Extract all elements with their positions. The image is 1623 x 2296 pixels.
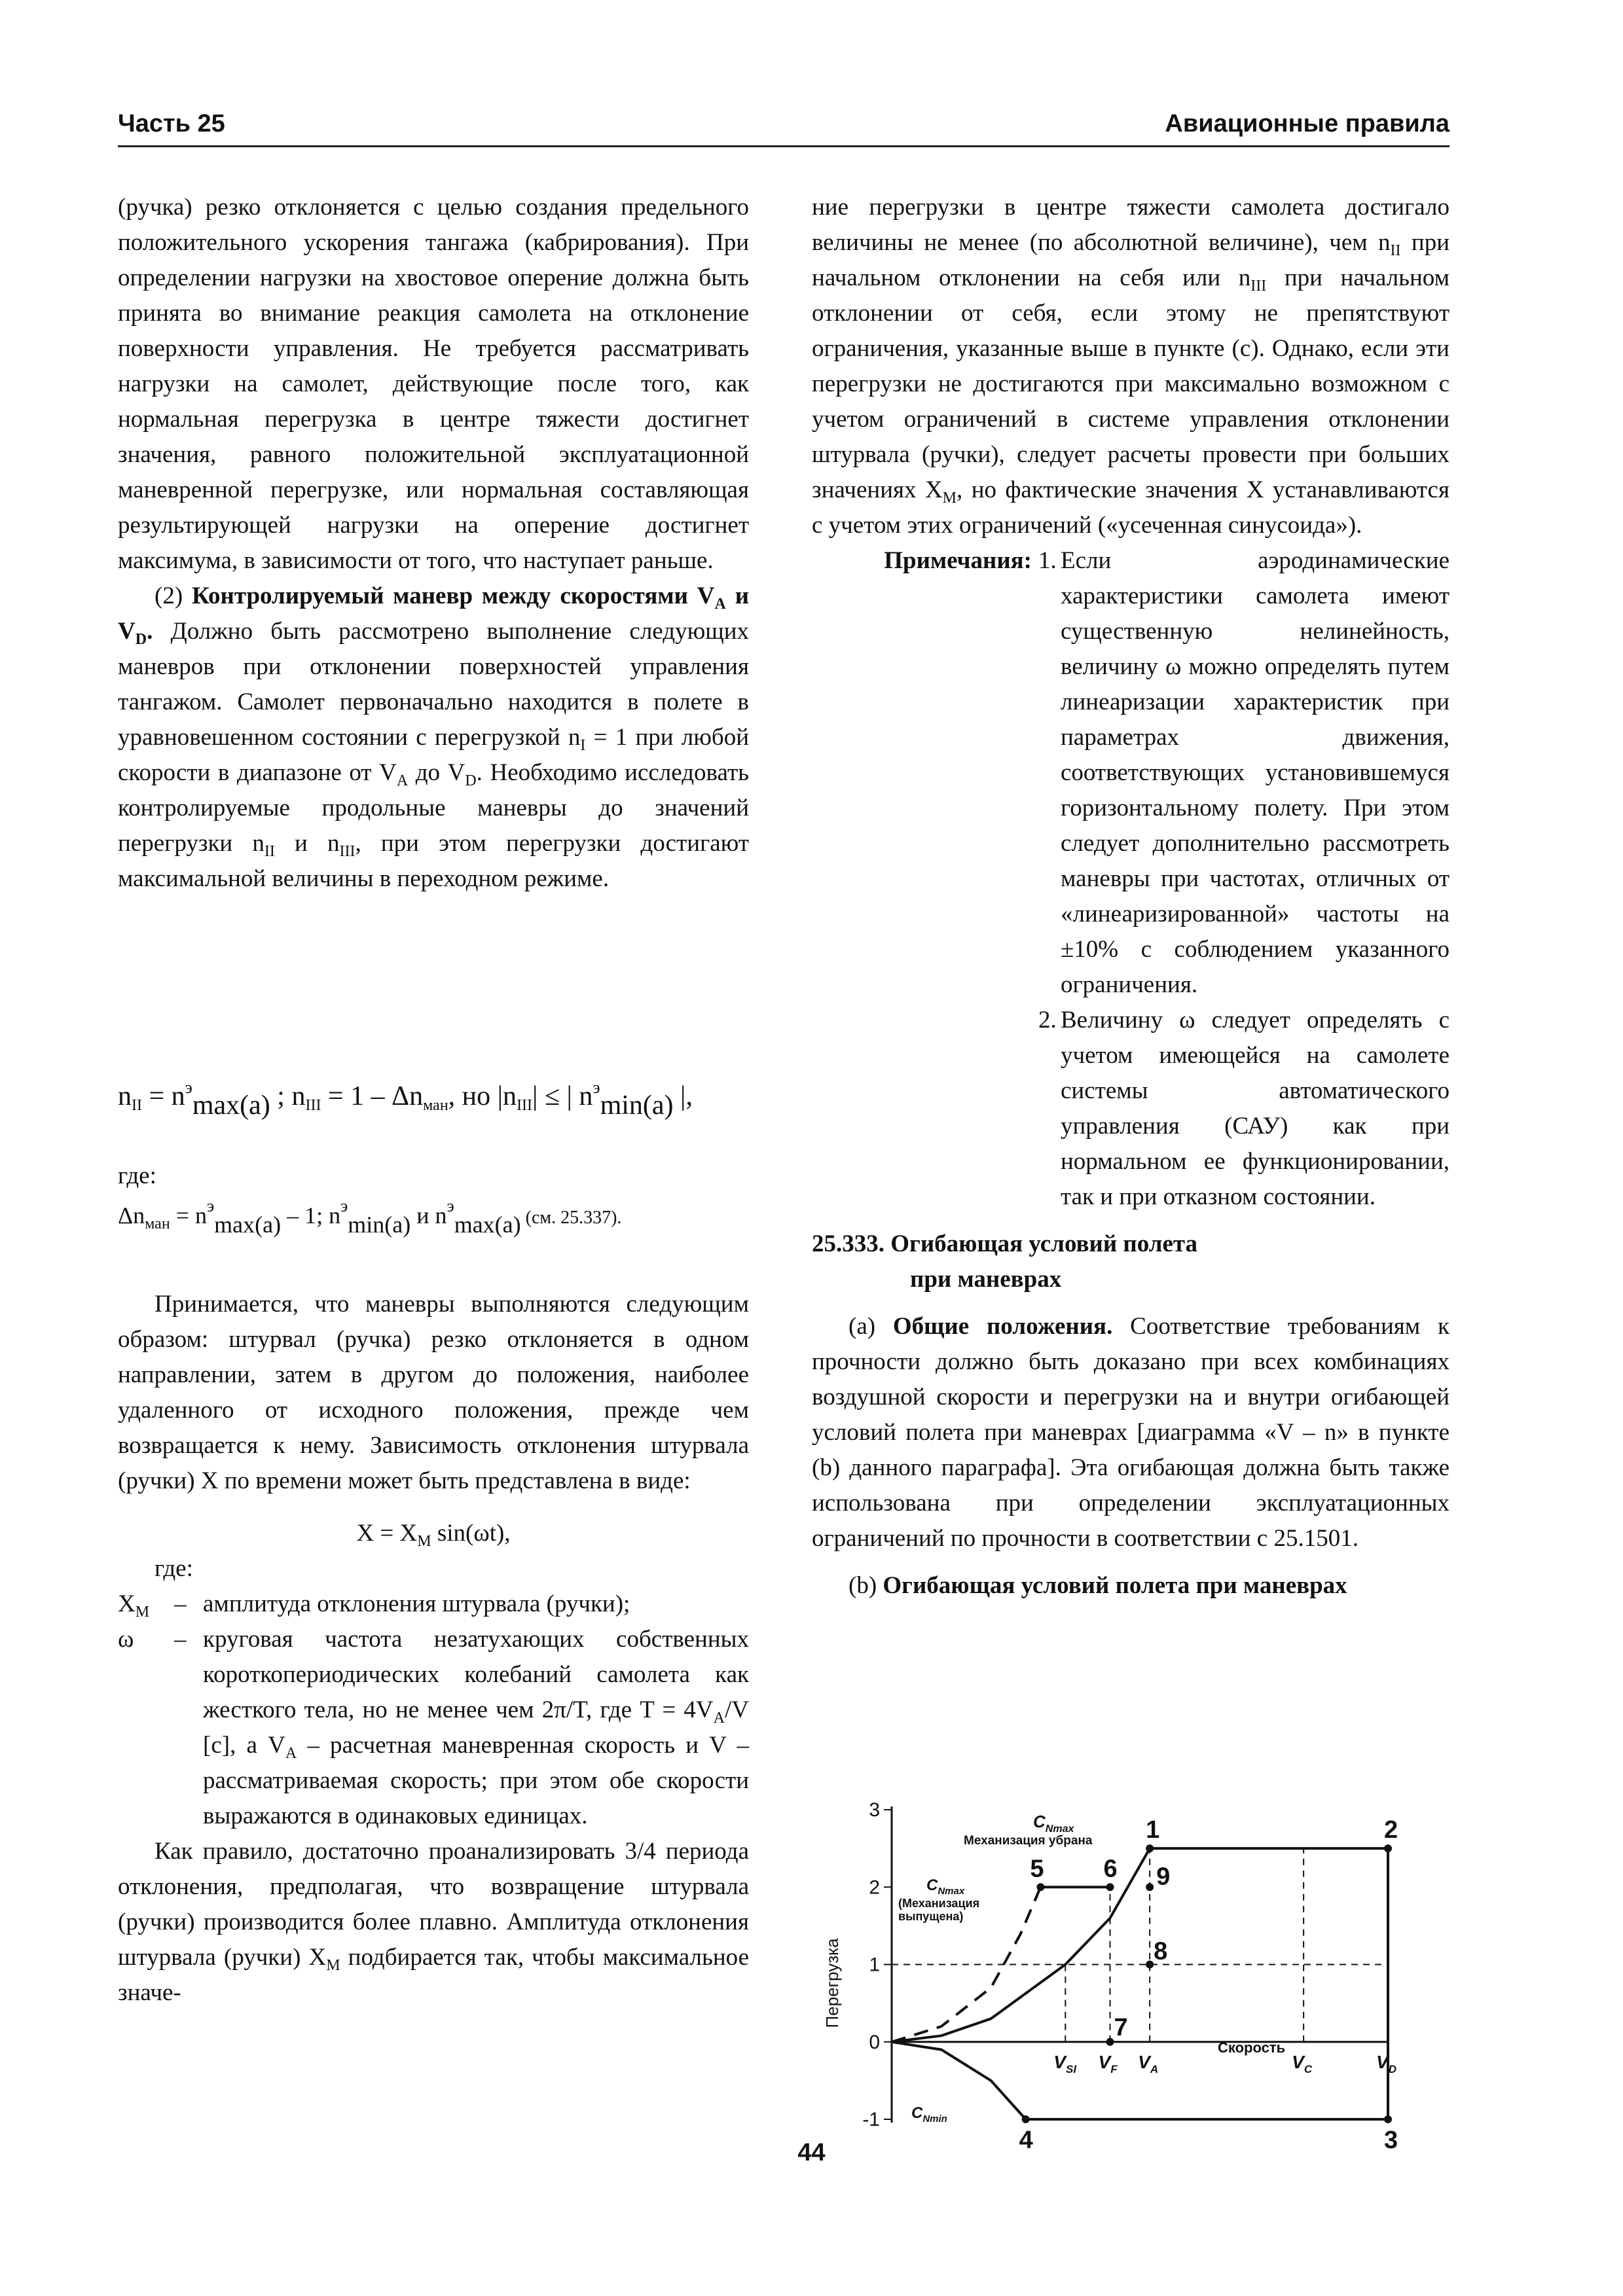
left-column-lower: [118, 1287, 749, 2011]
vn-diagram: [812, 1793, 1453, 2154]
paragraph-b: (b) Огибающая условий полета при маневрах: [848, 1572, 1347, 1599]
annotation-cnmin: $C_{Nmin}$: [911, 2104, 947, 2125]
running-header-right: Авиационные правила: [1165, 110, 1450, 137]
notes-label: Примечания:: [884, 547, 1032, 574]
paragraph-4: Как правило, достаточно проанализировать 3/4 периода отклонения, предполагая, что возвращение штурвала (ручки) производится более плавно. Амплитуда отклонения штурвала (ручки) $X_M$ подбирается так, чтобы максимальное значе-: [118, 1838, 749, 2006]
x-tick-label: $V_F$: [1098, 2051, 1118, 2075]
point-label-7: 7: [1114, 2013, 1128, 2041]
x-tick-label: $V_D$: [1376, 2051, 1396, 2075]
annotation-flaps-note1: (Механизация: [898, 1897, 980, 1910]
section-heading: 25.333. Огибающая условий полета при маневрах: [812, 1230, 1198, 1293]
x-tick-label: $V_A$: [1138, 2051, 1159, 2075]
annotation-clean-note: Механизация убрана: [964, 1834, 1093, 1848]
y-axis-label: Перегрузка: [822, 1938, 842, 2028]
point-8: [1146, 1961, 1154, 1969]
page-number: 44: [797, 2139, 826, 2166]
notes-block: [812, 543, 1450, 1215]
definition-list: [118, 1587, 749, 1834]
note-1: 1. Если аэродинамические характеристики самолета имеют существенную нелинейность, величину ω можно определять путем линеаризации характеристик при параметрах движения, соответствующих установившемуся горизонтальному полету. При этом следует дополнительно рассмотреть маневры при частотах, отличных от «линеаризированной» частоты на ±10% с соблюдением указанного ограничения.: [1038, 547, 1450, 998]
point-label-4: 4: [1019, 2126, 1033, 2154]
annotation-cnmax-flaps: $C_{Nmax}$: [926, 1876, 965, 1897]
formula-load-factors: $n_{II} = n^э\max(a)$ ; $n_{III} = 1 - \Delta n_{ман}$, но $|n_{III}|$ ≤ | $n^э\min(a)$ |,: [118, 1078, 693, 1121]
point-label-9: 9: [1156, 1863, 1171, 1891]
y-tick-label: 2: [869, 1876, 880, 1899]
formula-x: $X = X_M$ sin(ωt),: [356, 1520, 511, 1550]
annotation-flaps-note2: выпущена): [898, 1910, 964, 1923]
point-label-2: 2: [1384, 1816, 1398, 1844]
y-tick-label: 1: [869, 1954, 880, 1976]
point-1: [1146, 1844, 1154, 1852]
paragraph-3: Принимается, что маневры выполняются следующим образом: штурвал (ручка) резко отклоняется в одном направлении, затем в другом до положения, наиболее удаленного от исходного положения, прежде чем возвращается к нему. Зависимость отклонения штурвала (ручки) X по времени может быть представлена в виде:: [118, 1291, 749, 1494]
y-tick-label: 0: [869, 2031, 880, 2053]
annotation-speed: Скорость: [1218, 2039, 1286, 2056]
point-label-6: 6: [1103, 1855, 1118, 1883]
paragraph-2-heading: Контролируемый маневр между скоростями $V_A$ и $V_D$.: [118, 583, 750, 648]
note-2: 2. Величину ω следует определять с учетом имеющейся на самолете системы автоматического управления (САУ) как при нормальном ее функционировании, так и при отказном состоянии.: [1038, 1007, 1450, 1210]
left-column: [118, 190, 749, 897]
definition-omega: ω – круговая частота незатухающих собственных короткопериодических колебаний самолета как жесткого тела, но не менее чем 2π/T, где $T = 4V_A/V$ [c], а $V_A$ – расчетная маневренная скорость и V – рассматриваемая скорость; при этом обе скорости выражаются в одинаковых единицах.: [118, 1626, 749, 1829]
annotation-cnmax-clean: $C_{Nmax}$: [1033, 1812, 1074, 1835]
point-4: [1022, 2115, 1030, 2123]
point-6: [1106, 1883, 1114, 1891]
y-tick-label: 3: [869, 1799, 880, 1821]
point-label-3: 3: [1384, 2126, 1398, 2154]
point-label-8: 8: [1154, 1937, 1168, 1965]
paragraph-a: (a) Общие положения. Соответствие требованиям к прочности должно быть доказано при всех комбинациях воздушной скорости и перегрузки на и внутри огибающей условий полета при маневрах [диаграмма «V – n» в пункте (b) данного параграфа]. Эта огибающая должна быть также использована при определении эксплуатационных ограничений по прочности в соответствии с 25.1501.: [812, 1313, 1450, 1552]
point-label-1: 1: [1146, 1816, 1160, 1844]
definition-xm: $X_M$ – амплитуда отклонения штурвала (ручки);: [118, 1590, 630, 1621]
right-column: [812, 190, 1450, 1604]
x-tick-label: $V_{SI}$: [1053, 2051, 1077, 2075]
where-label-1: где:: [118, 1162, 156, 1189]
point-7: [1106, 2038, 1114, 2046]
y-tick-label: -1: [862, 2109, 880, 2130]
paragraph-5: ние перегрузки в центре тяжести самолета достигало величины не менее (по абсолютной величине), чем $n_{II}$ при начальном отклонении на себя или $n_{III}$ при начальном отклонении от себя, если этому не препятствуют ограничения, указанные выше в пункте (c). Однако, если эти перегрузки не достигаются при максимально возможном с учетом ограничений в системе управления отклонении штурвала (ручки), следует расчеты провести при больших значениях $X_M$, но фактические значения X устанавливаются с учетом этих ограничений («усеченная синусоида»).: [812, 194, 1450, 539]
x-tick-label: $V_C$: [1292, 2051, 1313, 2075]
series-line-2: [892, 1848, 1388, 2119]
where-label-2: где:: [155, 1555, 193, 1582]
point-3: [1384, 2115, 1392, 2123]
point-label-5: 5: [1030, 1855, 1044, 1883]
point-5: [1036, 1883, 1044, 1891]
running-header-left: Часть 25: [118, 110, 225, 137]
series-line-0: [892, 1848, 1388, 2042]
paragraph-1: (ручка) резко отклоняется с целью создания предельного положительного ускорения тангажа (кабрирования). При определении нагрузки на хвостовое оперение должна быть принята во внимание реакция самолета на отклонение поверхности управления. Не требуется рассматривать нагрузки на самолет, действующие после того, как нормальная перегрузка в центре тяжести достигнет значения, равного положительной эксплуатационной маневренной перегрузке, или нормальная составляющая результирующей нагрузки на оперение достигнет максимума, в зависимости от того, что наступает раньше.: [118, 194, 749, 574]
point-2: [1384, 1844, 1392, 1852]
point-9: [1146, 1883, 1154, 1891]
header-rule: [118, 145, 1450, 147]
paragraph-2: (2) Контролируемый маневр между скоростями $V_A$ и $V_D$. Должно быть рассмотрено выполнение следующих маневров при отклонении поверхностей управления тангажом. Самолет первоначально находится в полете в уравновешенном состоянии с перегрузкой $n_I = 1$ при любой скорости в диапазоне от $V_A$ до $V_D$. Необходимо исследовать контролируемые продольные маневры до значений перегрузки $n_{II}$ и $n_{III}$, при этом перегрузки достигают максимальной величины в переходном режиме.: [118, 583, 750, 892]
formula-delta-n: $\Delta n_{ман} = n^э\max(a) - 1$; $n^э\min(a)$ и $n^э\max(a)$ (см. 25.337).: [118, 1196, 622, 1238]
